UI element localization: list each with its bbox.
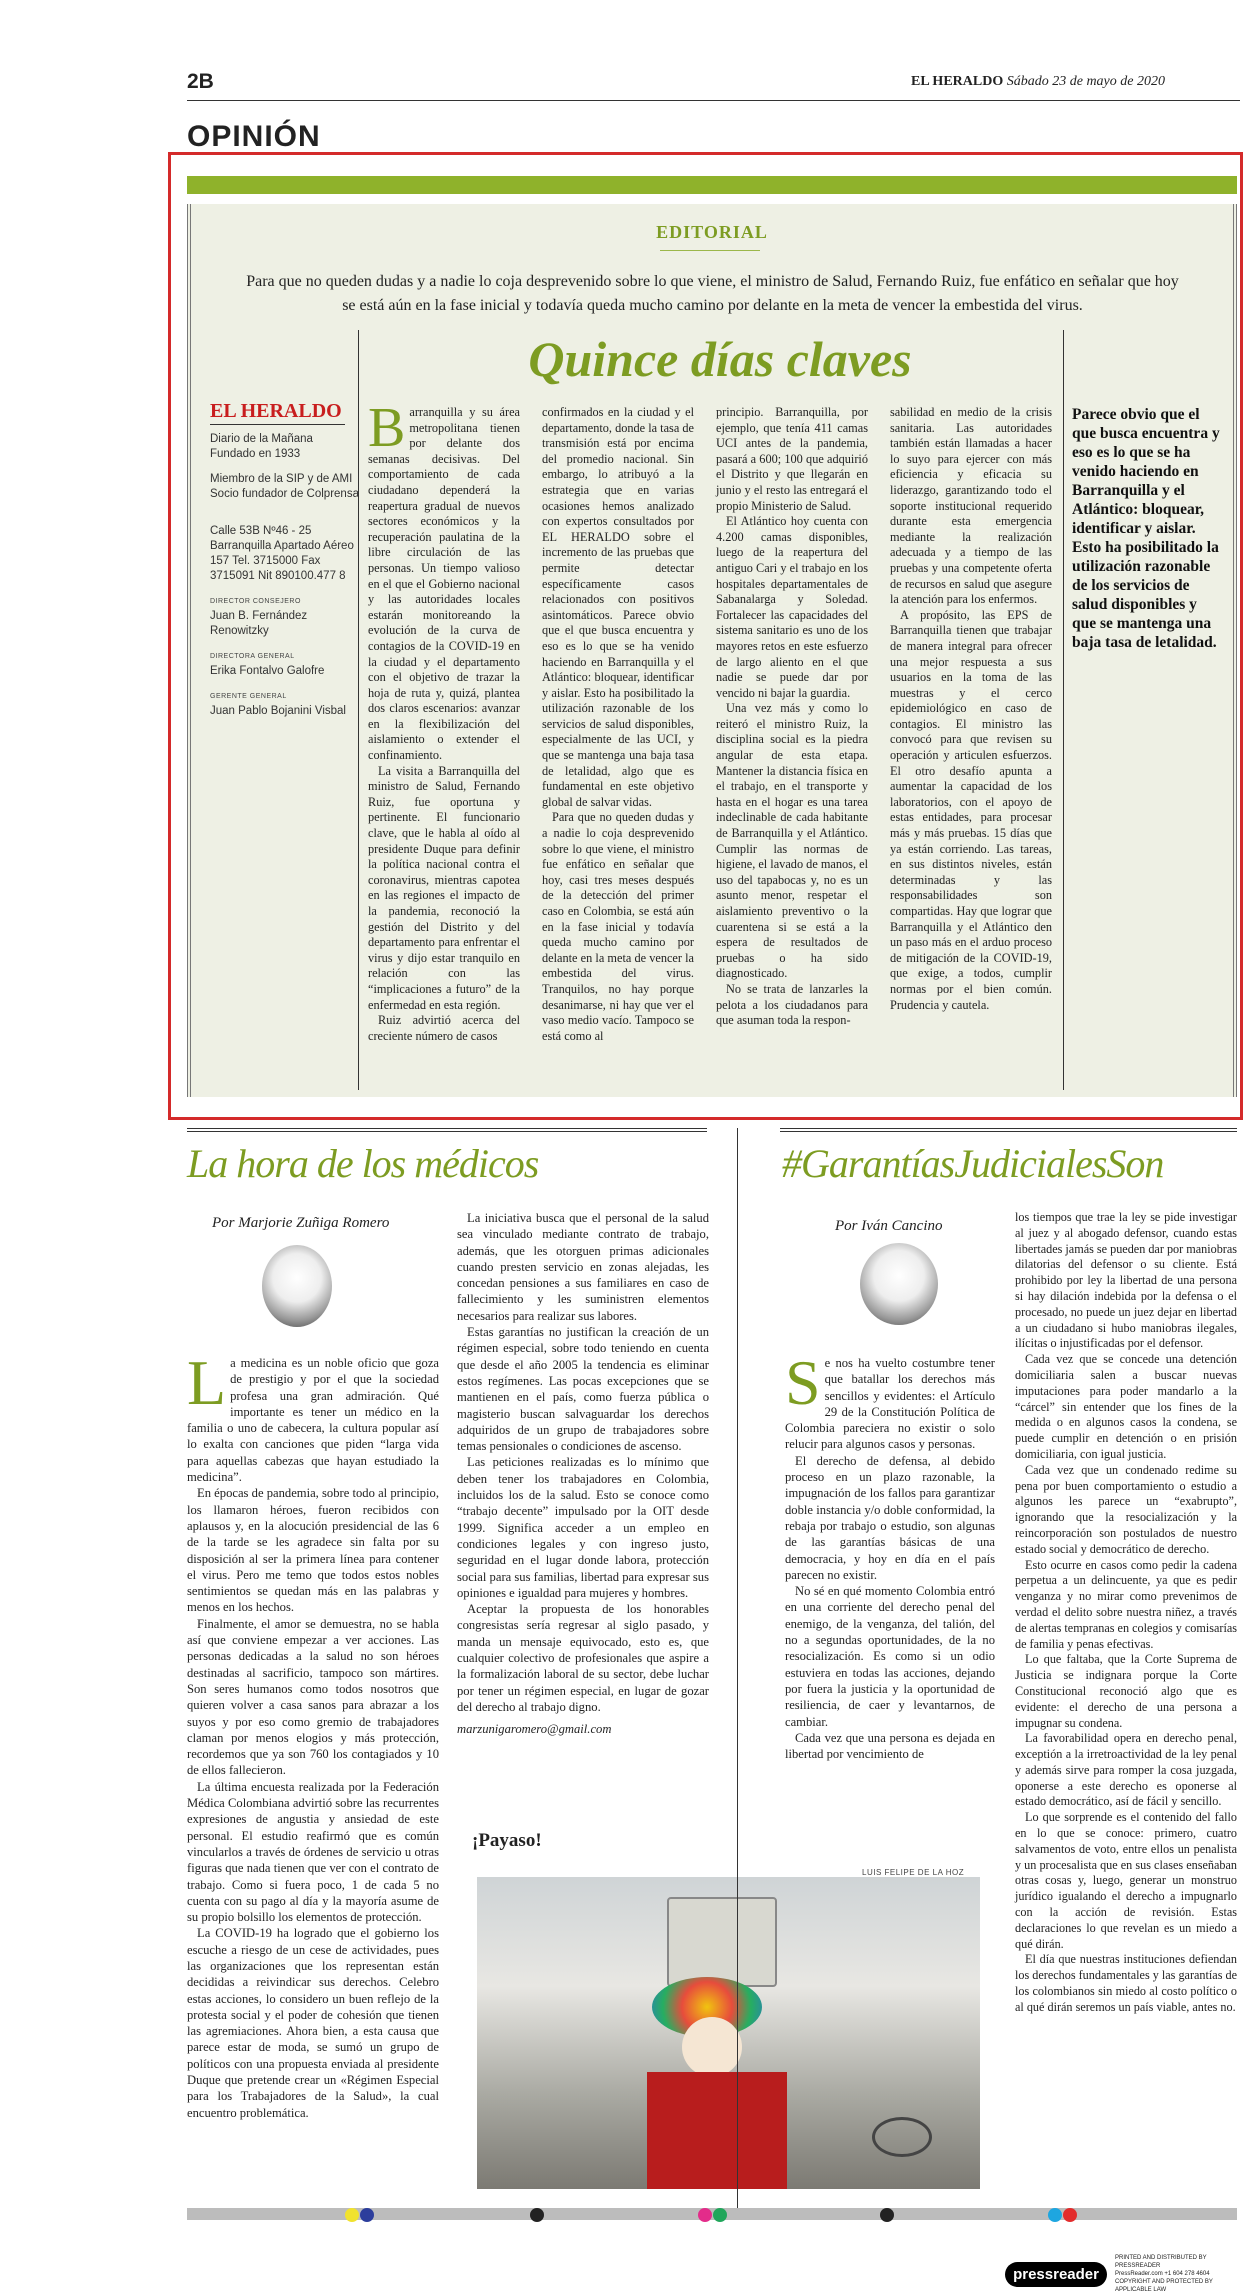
newspaper-name: EL HERALDO bbox=[911, 74, 1004, 89]
editorial-col3-p1: principio. Barranquilla, por ejemplo, que tenía 411 camas UCI antes de la pandemia, pasará a 600; 100 que adquirió el Distrito y que llegarán en junio y el resto las entregará el propio Ministerio de Salud. bbox=[716, 405, 868, 513]
registration-dot-red bbox=[1063, 2208, 1077, 2222]
role-director: DIRECTOR CONSEJERO bbox=[210, 598, 301, 605]
registration-dot-yellow bbox=[345, 2208, 359, 2222]
editorial-title: Quince días claves bbox=[528, 331, 912, 387]
article1-c1-p3: Finalmente, el amor se demuestra, no se habla así que conviene empezar a ver acciones. Las personas dedicadas a la salud no son héroes destinadas al sacrificio, tampoco son mártires. Son seres humanos como todos nosotros que quieren volver a casa sanos para abrazar a los suyos y por eso como gremio de trabajadores claman por menos elogios y más protección, recordemos que ya son 760 los contagiados y 10 de ellos fallecieron. bbox=[187, 1616, 439, 1778]
section-title: OPINIÓN bbox=[187, 120, 321, 153]
pressreader-logo: pressreader bbox=[1005, 2262, 1107, 2287]
editorial-label: EDITORIAL bbox=[656, 222, 768, 242]
registration-dot-cyan bbox=[1048, 2208, 1062, 2222]
author-avatar bbox=[262, 1245, 332, 1327]
article2-c2-p1: los tiempos que trae la ley se pide investigar al juez y al abogado defensor, cuando estas libertades jamás se pueden dar por maniobras dilatorias del defensor o su cliente. Está prohibido por ley la libertad de una persona si hay dilación indebida por la defensa o el procesado, no puede un juez dejar en libertad a un ciudadano si hubo maniobras ilegales, ilícitas o injustificadas por el defensor. bbox=[1015, 1210, 1238, 1351]
editorial-col2-p2: Para que no queden dudas y a nadie lo coja desprevenido sobre lo que viene, el ministro fue enfático en señalar que hoy, casi tres meses después de la detección del primer caso en Colombia, se está aún en la fase inicial y todavía queda mucho camino por delante en la meta de vencer la embestida del virus. Tranquilos, no hay porque desanimarse, ni hay que ver el vaso medio vacío. Tampoco se está como al bbox=[542, 810, 694, 1043]
masthead-desc1: Diario de la Mañana Fundado en 1933 bbox=[210, 433, 313, 460]
pr-line2: PressReader.com +1 604 278 4604 bbox=[1115, 2271, 1210, 2277]
pressreader-badge[interactable] bbox=[1005, 2254, 1235, 2294]
article2-title: #GarantíasJudicialesSon bbox=[782, 1141, 1164, 1186]
news-photo bbox=[477, 1877, 980, 2189]
role-gerente: GERENTE GENERAL bbox=[210, 693, 287, 700]
name-director: Juan B. Fernández Renowitzky bbox=[210, 610, 308, 637]
article1-c2-p3: Las peticiones realizadas es lo mínimo que deben tener los trabajadores en Colombia, incluidos los de la salud. Esto se conoce como “trabajo decente” impulsado por la OIT desde 1999. Significa acceder a un empleo en condiciones legales y con ingreso justo, seguridad en el lugar donde labora, protección social para sus familias, libertad para expresar sus opiniones e igualdad para mujeres y hombres. bbox=[457, 1455, 709, 1600]
issue-date: Sábado 23 de mayo de 2020 bbox=[1006, 74, 1165, 89]
header-rule bbox=[187, 100, 1240, 101]
article2-top-rule bbox=[780, 1128, 1237, 1132]
article1-top-rule bbox=[187, 1128, 707, 1132]
article2-c2-p7: Lo que sorprende es el contenido del fallo en lo que se conoce: primero, cuatro salvamentos de voto, entre ellos un penalista y un procesalista que en sus clases enseñaban otras cosas y, luego, generar un monstruo jurídico igualando el derecho a impugnarlo con la acción de revisión. Estas declaraciones lo que revelan es un miedo a qué dirán. bbox=[1015, 1810, 1237, 1951]
article2-c2-p8: El día que nuestras instituciones defiendan los derechos fundamentales y las garantías de los colombianos sin miedo al costo político o al qué dirán seremos un país viable, antes no. bbox=[1015, 1952, 1238, 2014]
editorial-col4-p1: sabilidad en medio de la crisis sanitaria. Las autoridades también están llamadas a hacer lo suyo para ejercer con más eficiencia y eficacia su liderazgo, garantizando todo el soporte institucional requerido durante esta emergencia mediante la realización adecuada y a tiempo de las pruebas y una competente oferta de recursos en salud que asegure la atención para los enfermos. bbox=[890, 405, 1052, 607]
article1-column-1 bbox=[187, 1347, 439, 2121]
masthead-desc2: Miembro de la SIP y de AMI Socio fundador de Colprensa bbox=[210, 473, 359, 500]
article2-c1-p3: No sé en qué momento Colombia entró en una corriente del derecho penal del enemigo, de la venganza, del talión, del no a segundas oportunidades, de la no resocialización. Es como si un odio estuviera en todas las acciones, dejando por fuera la justicia y la oportunidad de resiliencia, de caer y levantarnos, de cambiar. bbox=[785, 1584, 995, 1729]
article2-c2-p3: Cada vez que un condenado redime su pena por buen comportamiento o estudio a algunos les parece un “exabrupto”, ignorando que la resocialización y la reincorporación son postulados de nuestro estado social y democrático de derecho. bbox=[1015, 1462, 1237, 1556]
article2-dropcap: S bbox=[785, 1347, 821, 1418]
editorial-lead: Para que no queden dudas y a nadie lo coja desprevenido sobre lo que viene, el ministro de Salud, Fernando Ruiz, fue enfático en señalar que hoy se está aún en la fase inicial y todavía queda mucho camino por delante en la meta de vencer la embestida del virus. bbox=[246, 273, 1179, 314]
name-gerente: Juan Pablo Bojanini Visbal bbox=[210, 705, 346, 717]
pr-line3: COPYRIGHT AND PROTECTED BY APPLICABLE LAW bbox=[1115, 2279, 1213, 2293]
article1-title: La hora de los médicos bbox=[187, 1141, 539, 1186]
article2-c1-p1: e nos ha vuelto costumbre tener que batallar los derechos más sencillos y evidentes: el Artículo 29 de la Constitución Política de Colombia pareciera no existir o solo relucir para algunos casos y personas. bbox=[785, 1356, 995, 1452]
article2-c2-p4: Esto ocurre en casos como pedir la cadena perpetua a un delincuente, ya que es pedir venganza y no mirar como prevenimos de verdad el delito sobre nuestra niñez, a través de alertas tempranas en colegios y comisarías de familia y penas efectivas. bbox=[1015, 1557, 1237, 1651]
editorial-pullquote: Parece obvio que el que busca encuentra y eso es lo que se ha venido haciendo en Barranquilla y el Atlántico: bloquear, identificar y aislar. Esto ha posibilitado la utilización razonable de los servicios de salud disponibles y que se mantenga una baja tasa de letalidad. bbox=[1072, 406, 1220, 651]
registration-dot-black bbox=[530, 2208, 544, 2222]
editorial-col3-p3: Una vez más y como lo reiteró el ministro Ruiz, la disciplina social es la piedra angular de esta etapa. Mantener la distancia física en el trabajo, en el transporte y hasta en el hogar es una tarea indeclinable de cada habitante de Barranquilla y el Atlántico. Cumplir las normas de higiene, el lavado de manos, el uso del tapabocas y, no es un asunto menor, respetar el aislamiento preventivo o la cuarentena si se está a la espera de resultados de pruebas o ha sido diagnosticado. bbox=[716, 701, 868, 981]
author-avatar-2 bbox=[860, 1243, 938, 1325]
masthead-logo: EL HERALDO bbox=[210, 400, 342, 422]
article1-c2-p2: Estas garantías no justifican la creación de un régimen especial, sobre todo teniendo en cuenta que desde el año 2005 la tendencia es eliminar estos regímenes. Las pocas excepciones que se mantienen en el país, como fuerza pública o magisterio buscan salvaguardar los derechos adquiridos de un grupo de trabajadores sobre temas pensionales o condiciones de ascenso. bbox=[457, 1325, 709, 1454]
editorial-col4-p2: A propósito, las EPS de Barranquilla tienen que trabajar de manera integral para ofrecer una mejor respuesta a sus usuarios en la toma de las muestras y el cerco epidemiológico en caso de contagios. El ministro las convocó para que revisen su operación y articulen esfuerzos. El otro desafío apunta a aumentar la capacidad de los laboratorios, con el apoyo de estas entidades, para procesar más y más pruebas. 15 días que ya están corriendo. Las tareas, en sus distintos niveles, están determinadas y las responsabilidades son compartidas. Hay que lograr que Barranquilla y el Atlántico den un paso más en el arduo proceso de mitigación de la COVID-19, que exige, a todos, cumplir normas por el bien común. Prudencia y cautela. bbox=[890, 607, 1052, 1012]
article1-column-2 bbox=[457, 1210, 709, 1738]
masthead-address: Calle 53B Nº46 - 25 Barranquilla Apartado Aéreo 157 Tel. 3715000 Fax 3715091 Nit 890100.477 8 bbox=[210, 525, 354, 582]
article1-c1-p1: a medicina es un noble oficio que goza de prestigio y por el que la sociedad profesa una gran admiración. Qué importante es tener un médico en la familia o uno de cabecera, la cultura popular así lo exalta con canciones que piden “larga vida para aquellas cabezas que hayan estudiado la medicina”. bbox=[187, 1356, 439, 1485]
article2-c1-p4: Cada vez que una persona es dejada en libertad por vencimiento de bbox=[785, 1730, 995, 1762]
editorial-dropcap: B bbox=[368, 397, 406, 459]
editorial-col1-p1: arranquilla y su área metropolitana tienen por delante dos semanas decisivas. Del comportamiento de cada ciudadano dependerá la reapertura gradual de nuevos sectores económicos y la recuperación paulatina de la libre circulación de las personas. Un tiempo valioso en el que el Gobierno nacional y las autoridades locales estarán monitoreando la evolución de la curva de contagios de la COVID-19 en la ciudad y el departamento con el objetivo de trazar la hoja de ruta y, quizá, plantea dos claros escenarios: avanzar en la flexibilización del aislamiento o extender el confinamiento. bbox=[368, 405, 520, 763]
editorial-col3-p2: El Atlántico hoy cuenta con 4.200 camas disponibles, luego de la reapertura del antiguo Cari y el trabajo en los hospitales departamentales de Sabanalarga y Soledad. Fortalecer las capacidades del sistema sanitario es uno de los mayores retos en este esfuerzo de largo aliento en el que nadie se puede dar por vencido ni bajar la guardia. bbox=[716, 514, 868, 700]
registration-dot-magenta bbox=[698, 2208, 712, 2222]
editorial-col2-p1: confirmados en la ciudad y el departamento, donde la tasa de transmisión está por encima del promedio nacional. Sin embargo, lo atribuyó a la estrategia que en varias ocasiones hemos analizado con expertos consultados por EL HERALDO sobre el incremento de las pruebas que permite detectar específicamente casos relacionados con positivos asintomáticos. Parece obvio que el que busca encuentra y eso es lo que se ha venido haciendo en Barranquilla y el Atlántico: bloquear, identificar y aislar. Esto ha posibilitado la utilización razonable de los servicios de salud disponibles, especialmente de las UCI, y que se mantenga una baja tasa de letalidad, algo que es fundamental en este objetivo global de salvar vidas. bbox=[542, 405, 694, 809]
editorial-col1-p3: Ruiz advirtió acerca del creciente número de casos bbox=[368, 1013, 520, 1043]
article-divider bbox=[737, 1128, 738, 2208]
editorial-col1-p2: La visita a Barranquilla del ministro de Salud, Fernando Ruiz, fue oportuna y pertinente. El funcionario clave, que le habla al oído al presidente Duque para definir la política nacional contra el coronavirus, mientras capotea en las regiones el impacto de la pandemia, reconoció la gestión del Distrito y del departamento para enfrentar el virus y dijo estar tranquilo en relación con las “implicaciones a futuro” de la enfermedad en esta región. bbox=[368, 763, 520, 1012]
article2-c1-p2: El derecho de defensa, al debido proceso en un plazo razonable, la impugnación de los fallos para garantizar doble instancia y/o doble conformidad, la rebaja por trabajo o estudio, son algunas de las garantías básicas de una democracia, y hoy en día en el país parecen no existir. bbox=[785, 1453, 995, 1582]
article1-c2-p4: Aceptar la propuesta de los honorables congresistas sería regresar al siglo pasado, y manda un mensaje equivocado, esto es, que cualquier colectivo de profesionales que aspire a la formalización laboral de su sector, debe luchar por tener un régimen especial, en lugar de gozar del derecho al trabajo digno. bbox=[457, 1602, 709, 1714]
article2-author: Por Iván Cancino bbox=[835, 1218, 943, 1234]
article1-author: Por Marjorie Zuñiga Romero bbox=[212, 1215, 390, 1231]
registration-dot-green bbox=[713, 2208, 727, 2222]
article2-c2-p2: Cada vez que se concede una detención domiciliaria salen a buscar nuevas imputaciones para poder mandarlo a la “cárcel” sin entender que los fines de la medida o en algunos casos la condena, se puede cumplir en detención o en prisión domiciliaria, con igual justicia. bbox=[1015, 1352, 1237, 1461]
article1-email: marzunigaromero@gmail.com bbox=[457, 1722, 612, 1737]
photo-clown-body bbox=[647, 2072, 787, 2189]
registration-dot-blue bbox=[360, 2208, 374, 2222]
photo-bucket bbox=[667, 1897, 777, 1987]
page-number: 2B bbox=[187, 70, 214, 93]
article1-dropcap: L bbox=[187, 1347, 227, 1418]
pr-line1: PRINTED AND DISTRIBUTED BY PRESSREADER bbox=[1115, 2255, 1207, 2269]
photo-title: ¡Payaso! bbox=[472, 1830, 542, 1851]
photo-clown-face bbox=[682, 2017, 742, 2077]
article1-c1-p4: La última encuesta realizada por la Federación Médica Colombiana advirtió sobre las recurrentes expresiones de angustia y ansiedad de este personal. El estudio reafirmó que es común vincularlos a través de órdenes de servicio u otras figuras que nada tienen que ver con el contrato de trabajo. Como si fuera poco, 1 de cada 5 no cuenta con su pago al día y la mayoría asume de su propio bolsillo los elementos de protección. bbox=[187, 1779, 439, 1925]
highlight-box bbox=[168, 152, 1243, 1120]
photo-bicycle bbox=[872, 2117, 932, 2157]
article2-column-2 bbox=[1015, 1210, 1237, 2016]
pressreader-text bbox=[1115, 2254, 1235, 2294]
editorial-col3-p4: No se trata de lanzarles la pelota a los ciudadanos para que asuman toda la respon- bbox=[716, 981, 868, 1028]
article2-c2-p5: Lo que faltaba, que la Corte Suprema de Justicia se indignara porque la Corte Constitucional reconoció algo que es evidente: el derecho de una persona a impugnar su condena. bbox=[1015, 1652, 1237, 1730]
article1-c1-p2: En épocas de pandemia, sobre todo al principio, los llamaron héroes, fueron recibidos con aplausos y, en la alocución presidencial de las 6 de la tarde se les agradece sin falta por su disposición al ser la primera línea para contener el virus. Pero me temo que todos estos nobles sentimientos se quedan más en las palabras y menos en los hechos. bbox=[187, 1486, 439, 1615]
name-directora: Erika Fontalvo Galofre bbox=[210, 665, 325, 677]
article1-c1-p5: La COVID-19 ha logrado que el gobierno los escuche a riesgo de un cese de actividades, pues las organizaciones que los representan están decididas a reivindicar sus derechos. Celebro estas acciones, lo considero un buen reflejo de la protesta social y el poder de cohesión que tienen las agremiaciones. Ahora bien, a esta causa que parece estar de moda, se sumó un grupo de políticos con una propuesta enviada al presidente Duque que pretende crear un «Régimen Especial para los Trabajadores de la Salud», la cual encuentro problemática. bbox=[187, 1926, 439, 2120]
photo-credit: LUIS FELIPE DE LA HOZ bbox=[862, 1868, 965, 1877]
role-directora: DIRECTORA GENERAL bbox=[210, 653, 295, 660]
registration-dot-black-2 bbox=[880, 2208, 894, 2222]
masthead-line bbox=[911, 74, 1165, 90]
article2-c2-p6: La favorabilidad opera en derecho penal, exceptión a la irretroactividad de la ley penal y además sirve para romper la cosa juzgada, oponerse a este derecho es oponerse al estado democrático, así de fácil y sencillo. bbox=[1015, 1731, 1237, 1809]
article1-c2-p1: La iniciativa busca que el personal de la salud sea vinculado mediante contrato de trabajo, además, que les otorguen primas adicionales cuando presten servicio en zonas alejadas, les concedan pensiones a sus familiares en caso de fallecimiento y les suministren elementos necesarios para realizar sus labores. bbox=[457, 1211, 709, 1323]
article2-column-1 bbox=[785, 1347, 995, 1762]
